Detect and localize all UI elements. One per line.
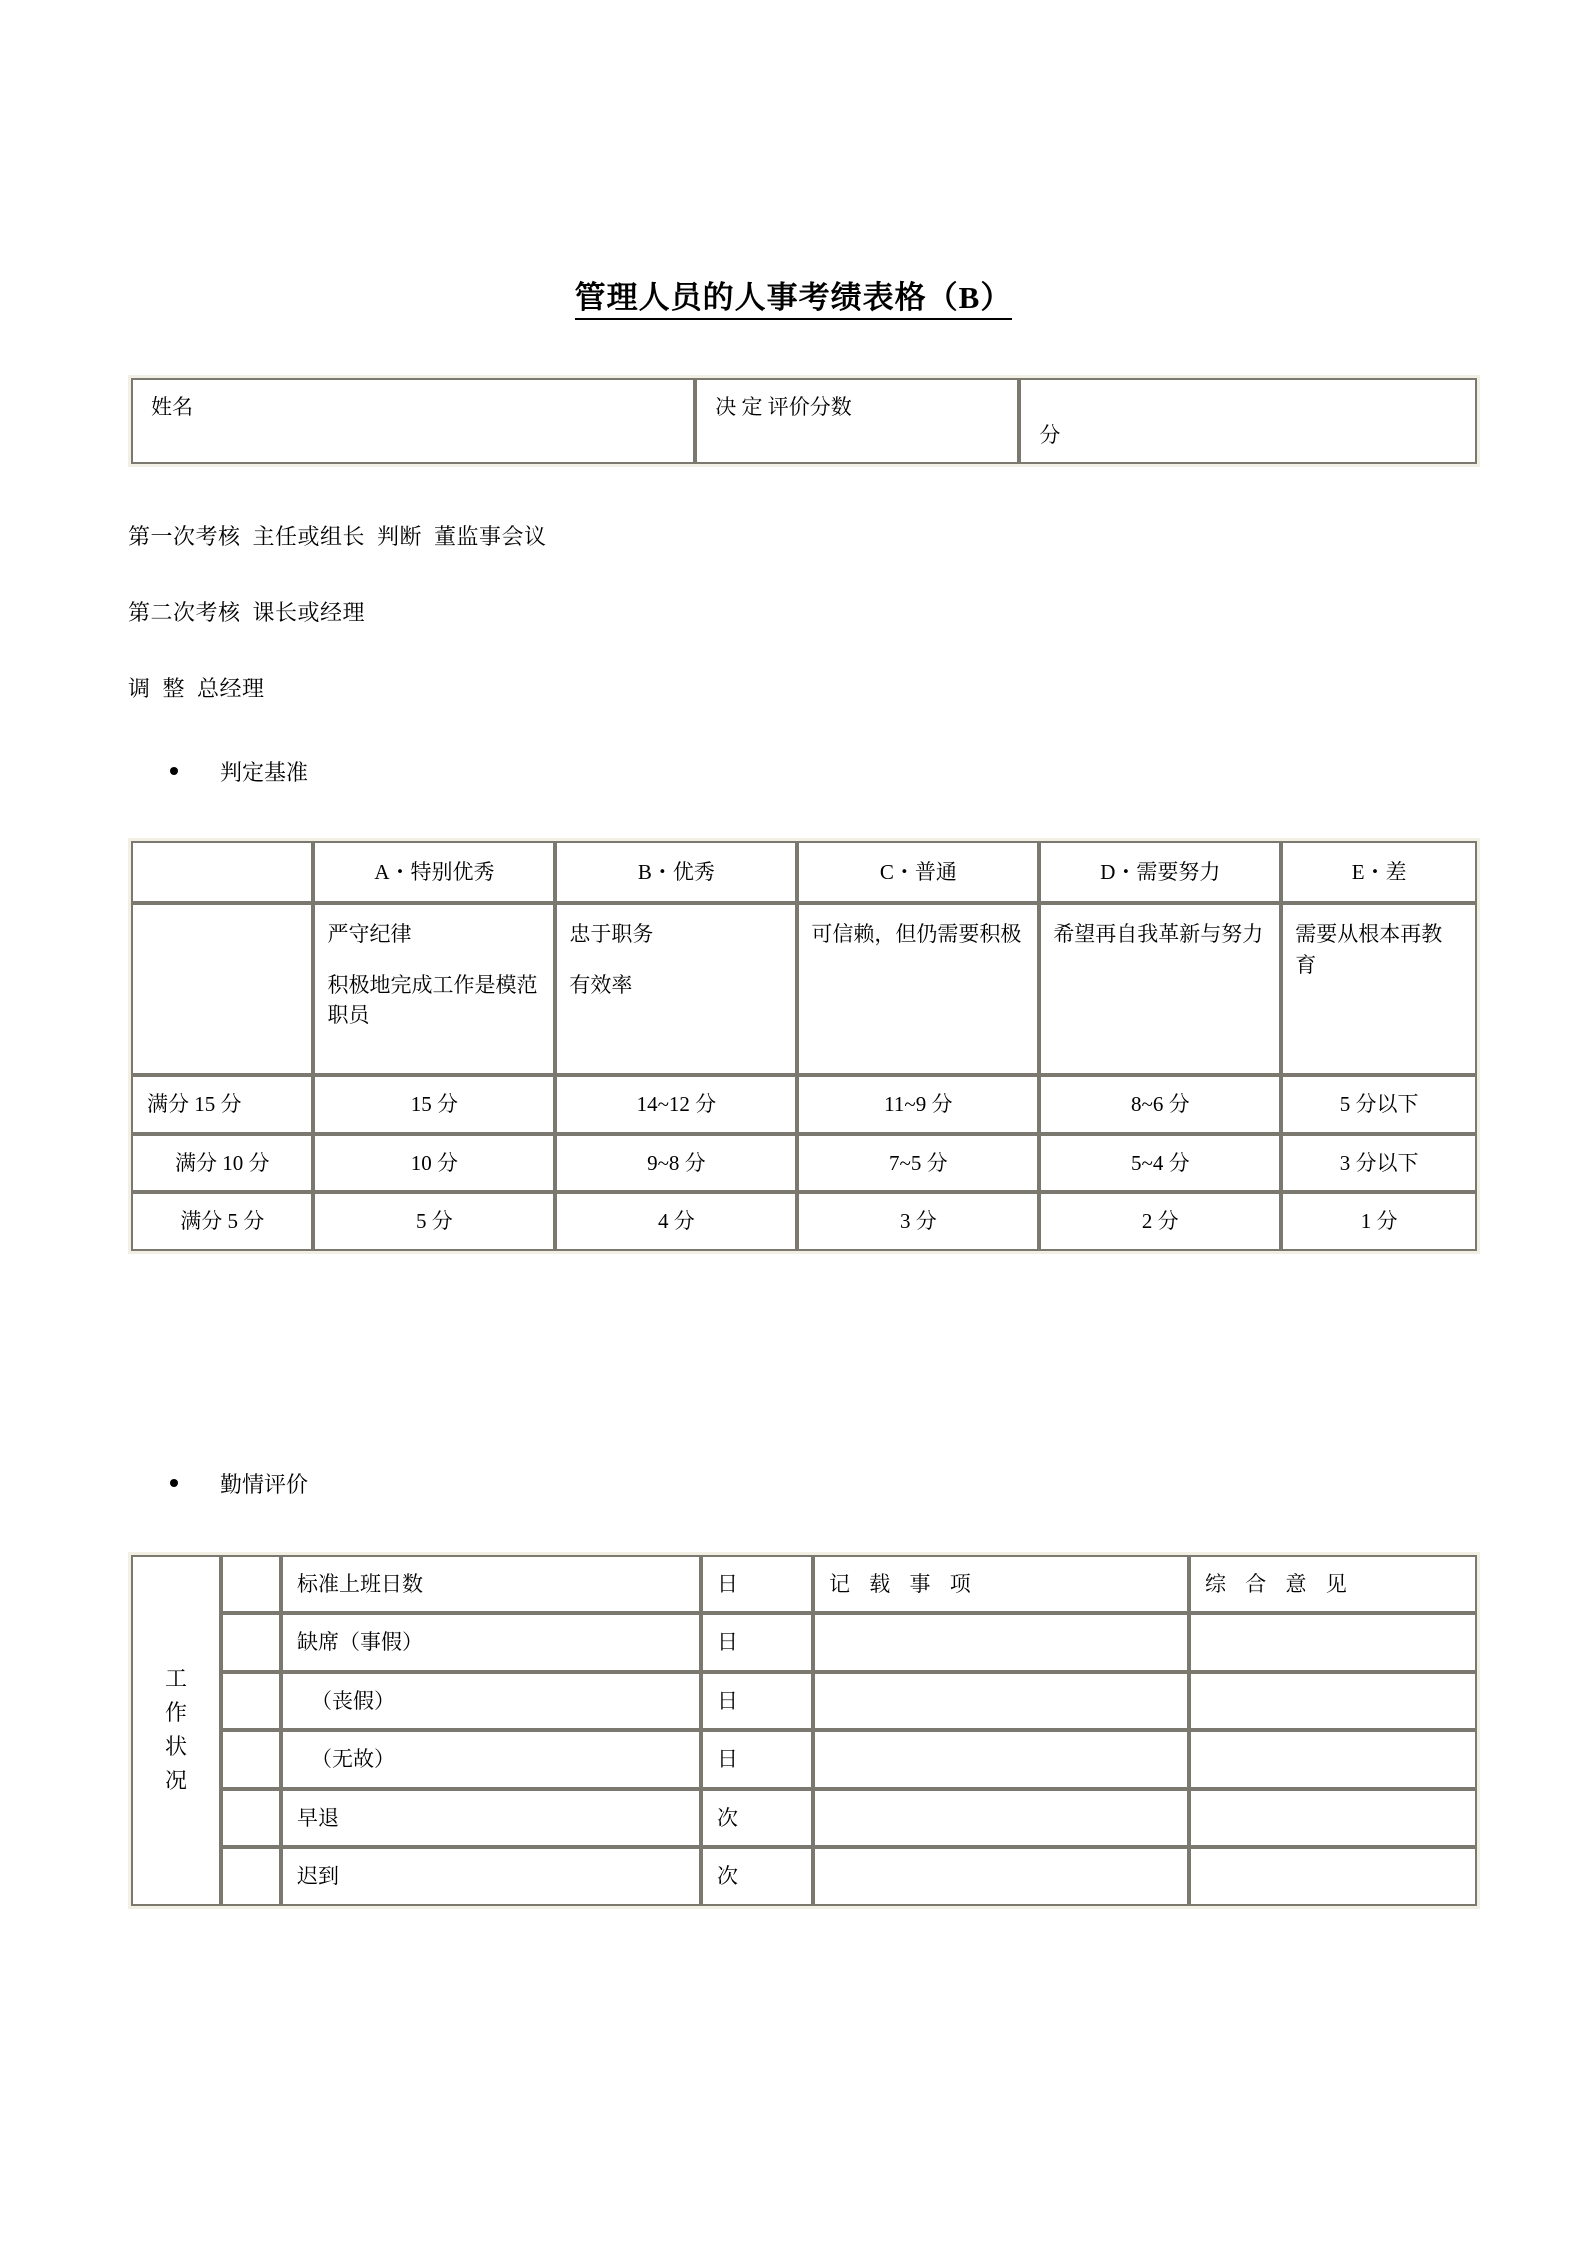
- attendance-row-3-opinion[interactable]: [1189, 1672, 1477, 1730]
- attendance-row-6-item-text: 迟到: [297, 1864, 339, 1889]
- score-row-5-a: [313, 1192, 555, 1250]
- score-row-5-a-text: 5 分: [416, 1209, 453, 1234]
- criteria-desc-c-line-1: 可信赖，但仍需要积极: [811, 922, 1022, 947]
- criteria-header-d-text: D・需要努力: [1100, 860, 1221, 884]
- score-row-15-a: [313, 1075, 555, 1133]
- score-row-15-c: [797, 1075, 1039, 1133]
- criteria-desc-a: [313, 903, 555, 1075]
- table-row-descriptions: [131, 903, 1477, 1075]
- work-status-char-3: 状: [164, 1734, 187, 1760]
- criteria-header-b-text: B・优秀: [637, 860, 715, 884]
- table-row: [131, 378, 1477, 464]
- score-row-15-c-text: 11~9 分: [884, 1092, 953, 1117]
- attendance-row-6-item: [281, 1847, 701, 1905]
- attendance-row-2-opinion[interactable]: [1189, 1613, 1477, 1671]
- criteria-desc-d-line-1: 希望再自我革新与努力: [1053, 922, 1264, 947]
- page-title: [0, 272, 1587, 317]
- criteria-header-d: [1039, 841, 1281, 903]
- score-row-10-a: [313, 1134, 555, 1192]
- score-row-10-d-text: 5~4 分: [1130, 1150, 1190, 1175]
- bullet-dot-icon: [170, 1479, 178, 1487]
- score-row-5-d: [1039, 1192, 1281, 1250]
- score-row-5-e-text: 1 分: [1360, 1209, 1398, 1234]
- work-status-group-label: [131, 1555, 221, 1906]
- attendance-opinion-header: [1189, 1555, 1477, 1613]
- attendance-row-3-item: [281, 1672, 701, 1730]
- attendance-row-6-blank: [221, 1847, 281, 1905]
- attendance-row-1-item: [281, 1555, 701, 1613]
- table-row-score-15: [131, 1075, 1477, 1133]
- table-row: [131, 1672, 1477, 1730]
- attendance-row-2-blank: [221, 1613, 281, 1671]
- review-line-first: 第一次考核 主任或组长 判断 董监事会议: [128, 524, 547, 549]
- attendance-row-4-opinion-text: [1191, 1748, 1475, 1772]
- work-status-char-4: 况: [164, 1768, 187, 1794]
- bullet-attendance: [170, 1468, 308, 1499]
- criteria-header-blank: [131, 841, 313, 903]
- bullet-criteria: [170, 756, 308, 787]
- criteria-header-c: [797, 841, 1039, 903]
- table-row: [131, 1730, 1477, 1788]
- attendance-row-1-unit: [701, 1555, 813, 1613]
- attendance-row-1-item-text: 标准上班日数: [297, 1572, 423, 1596]
- table-row: [131, 1555, 1477, 1613]
- attendance-row-3-unit: [701, 1672, 813, 1730]
- attendance-row-5-blank: [221, 1789, 281, 1847]
- attendance-row-3-note[interactable]: [813, 1672, 1189, 1730]
- attendance-row-5-item-text: 早退: [297, 1805, 339, 1830]
- score-row-15-label: [131, 1075, 313, 1133]
- attendance-row-2-item-text: 缺席（事假）: [297, 1630, 423, 1655]
- review-line-third: 调 整 总经理: [128, 676, 265, 701]
- bullet-dot-icon: [170, 767, 178, 775]
- attendance-table: [128, 1552, 1480, 1909]
- attendance-opinion-header-text: 综 合 意 见: [1205, 1572, 1354, 1596]
- score-row-15-d-text: 8~6 分: [1130, 1092, 1190, 1117]
- score-row-15-a-text: 15 分: [410, 1092, 459, 1117]
- table-row: [131, 1847, 1477, 1905]
- attendance-row-4-opinion[interactable]: [1189, 1730, 1477, 1788]
- attendance-row-6-opinion-text: [1191, 1864, 1475, 1888]
- attendance-row-6-unit: [701, 1847, 813, 1905]
- attendance-row-2-note[interactable]: [813, 1613, 1189, 1671]
- attendance-note-header-text: 记 载 事 项: [829, 1572, 978, 1596]
- work-status-char-1: 工: [164, 1666, 187, 1692]
- score-row-5-c-text: 3 分: [899, 1209, 937, 1234]
- attendance-row-5-note[interactable]: [813, 1789, 1189, 1847]
- table-row-score-10: [131, 1134, 1477, 1192]
- score-row-10-c-text: 7~5 分: [889, 1150, 948, 1175]
- attendance-row-2-note-text: [815, 1631, 1187, 1655]
- name-label: 姓名: [151, 395, 193, 419]
- attendance-row-5-unit-text: 次: [717, 1805, 738, 1830]
- attendance-row-4-note-text: [815, 1748, 1187, 1772]
- score-row-10-b: [555, 1134, 797, 1192]
- table-row-score-5: [131, 1192, 1477, 1250]
- criteria-desc-b-line-2: 有效率: [569, 972, 633, 997]
- score-row-5-e: [1281, 1192, 1477, 1250]
- criteria-header-e-text: E・差: [1351, 860, 1407, 884]
- score-row-10-label: [131, 1134, 313, 1192]
- name-label-cell: [131, 378, 695, 464]
- attendance-row-6-opinion[interactable]: [1189, 1847, 1477, 1905]
- attendance-row-2-unit-text: 日: [717, 1630, 738, 1655]
- table-row: [131, 1613, 1477, 1671]
- score-row-10-e: [1281, 1134, 1477, 1192]
- bullet-criteria-label: 判定基准: [220, 760, 309, 785]
- attendance-row-3-item-text: （丧假）: [311, 1688, 395, 1713]
- score-row-5-b: [555, 1192, 797, 1250]
- criteria-desc-blank: [131, 903, 313, 1075]
- score-unit-cell: [1019, 378, 1477, 464]
- criteria-header-blank-text: [133, 858, 311, 886]
- score-row-15-e-text: 5 分以下: [1339, 1092, 1419, 1117]
- review-line-second: 第二次考核 课长或经理: [128, 600, 366, 625]
- score-row-15-b: [555, 1075, 797, 1133]
- criteria-desc-e: [1281, 903, 1477, 1075]
- attendance-row-5-note-text: [815, 1806, 1187, 1830]
- criteria-desc-c: [797, 903, 1039, 1075]
- score-row-15-d: [1039, 1075, 1281, 1133]
- criteria-table: [128, 838, 1480, 1254]
- score-row-10-d: [1039, 1134, 1281, 1192]
- attendance-row-4-unit-text: 日: [717, 1747, 738, 1772]
- score-row-5-d-text: 2 分: [1141, 1209, 1179, 1234]
- attendance-row-5-unit: [701, 1789, 813, 1847]
- attendance-row-4-note[interactable]: [813, 1730, 1189, 1788]
- bullet-attendance-label: 勤情评价: [220, 1472, 309, 1497]
- decision-label-cell: [695, 378, 1019, 464]
- attendance-row-1-unit-text: 日: [717, 1572, 738, 1596]
- score-row-10-b-text: 9~8 分: [647, 1150, 706, 1175]
- work-status-char-2: 作: [164, 1700, 187, 1726]
- score-row-15-b-text: 14~12 分: [636, 1092, 717, 1117]
- attendance-row-6-note[interactable]: [813, 1847, 1189, 1905]
- criteria-desc-a-line-2: 积极地完成工作是模范职员: [327, 972, 538, 1028]
- attendance-row-2-item: [281, 1613, 701, 1671]
- criteria-desc-a-line-1: 严守纪律: [327, 922, 412, 947]
- score-row-10-e-text: 3 分以下: [1339, 1150, 1419, 1175]
- criteria-header-a-text: A・特别优秀: [374, 860, 495, 884]
- score-row-5-label-text: 满分 5 分: [180, 1209, 265, 1234]
- attendance-row-4-blank: [221, 1730, 281, 1788]
- attendance-row-4-item: [281, 1730, 701, 1788]
- score-row-5-label: [131, 1192, 313, 1250]
- attendance-row-4-unit: [701, 1730, 813, 1788]
- attendance-row-6-note-text: [815, 1864, 1187, 1888]
- criteria-desc-b: [555, 903, 797, 1075]
- score-row-10-a-text: 10 分: [410, 1150, 459, 1175]
- attendance-row-3-blank: [221, 1672, 281, 1730]
- criteria-header-c-text: C・普通: [879, 860, 957, 884]
- criteria-desc-d: [1039, 903, 1281, 1075]
- table-row-header: [131, 841, 1477, 903]
- score-row-10-label-text: 满分 10 分: [174, 1150, 270, 1175]
- score-row-10-c: [797, 1134, 1039, 1192]
- attendance-row-3-unit-text: 日: [717, 1688, 738, 1713]
- criteria-header-e: [1281, 841, 1477, 903]
- attendance-note-header: [813, 1555, 1189, 1613]
- attendance-row-2-unit: [701, 1613, 813, 1671]
- attendance-row-1-blank: [221, 1555, 281, 1613]
- attendance-row-5-item: [281, 1789, 701, 1847]
- criteria-header-b: [555, 841, 797, 903]
- attendance-row-4-item-text: （无故）: [311, 1747, 395, 1772]
- attendance-row-5-opinion[interactable]: [1189, 1789, 1477, 1847]
- attendance-row-2-opinion-text: [1191, 1631, 1475, 1655]
- attendance-row-6-unit-text: 次: [717, 1864, 738, 1889]
- table-row: [131, 1789, 1477, 1847]
- criteria-desc-b-line-1: 忠于职务: [569, 922, 654, 947]
- score-row-15-e: [1281, 1075, 1477, 1133]
- score-unit-label: 分: [1039, 423, 1061, 447]
- criteria-header-a: [313, 841, 555, 903]
- attendance-row-5-opinion-text: [1191, 1806, 1475, 1830]
- attendance-row-3-opinion-text: [1191, 1689, 1475, 1713]
- score-row-15-label-text: 满分 15 分: [147, 1092, 242, 1117]
- attendance-row-3-note-text: [815, 1689, 1187, 1713]
- score-row-5-b-text: 4 分: [658, 1209, 695, 1234]
- work-status-vertical-text: [147, 1662, 205, 1798]
- criteria-desc-e-line-1: 需要从根本再教育: [1295, 922, 1443, 977]
- decision-label: 决 定 评价分数: [715, 395, 852, 419]
- name-header-table: [128, 375, 1480, 467]
- score-row-5-c: [797, 1192, 1039, 1250]
- page-title-text: 管理人员的人事考绩表格（B）: [575, 280, 1013, 320]
